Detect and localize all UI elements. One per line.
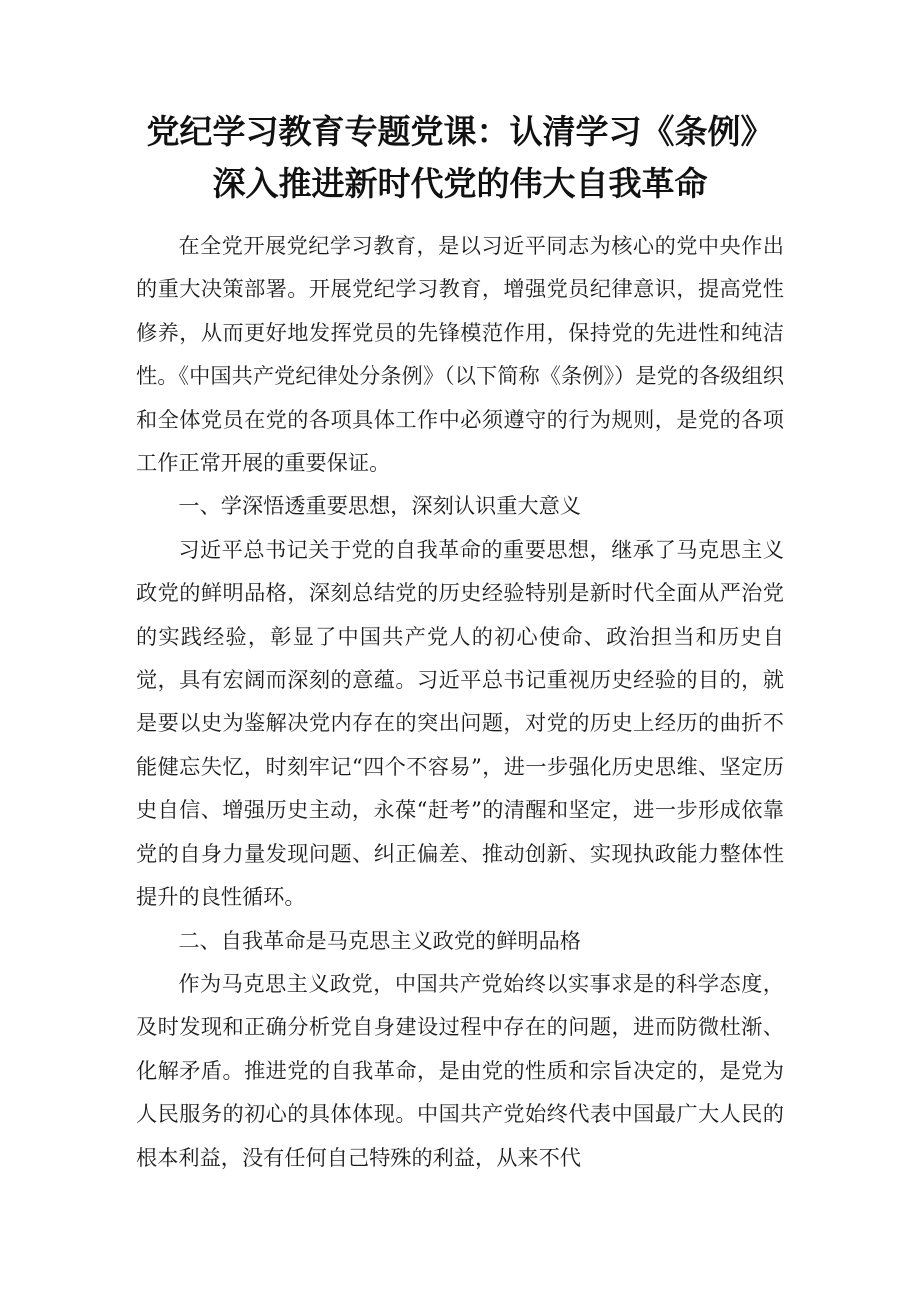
section-heading-1: 一、学深悟透重要思想，深刻认识重大意义 xyxy=(178,493,581,519)
section-2-paragraph: 作为马克思主义政党，中国共产党始终以实事求是的科学态度，及时发现和正确分析党自身建设过程中存在的问题，进而防微杜渐、化解矛盾。推进党的自我革命，是由党的性质和宗旨决定的，是党为人民服务的初心的具体体现。中国共产党始终代表中国最广大人民的根本利益，没有任何自己特殊的利益，从来不代 xyxy=(136,970,784,1170)
section-heading-2: 二、自我革命是马克思主义政党的鲜明品格 xyxy=(178,927,581,953)
section-1-paragraph: 习近平总书记关于党的自我革命的重要思想，继承了马克思主义政党的鲜明品格，深刻总结党的历史经验特别是新时代全面从严治党的实践经验，彰显了中国共产党人的初心使命、政治担当和历史自觉，具有宏阔而深刻的意蕴。习近平总书记重视历史经验的目的，就是要以史为鉴解决党内存在的突出问题，对党的历史上经历的曲折不能健忘失忆，时刻牢记“四个不容易”，进一步强化历史思维、坚定历史自信、增强历史主动，永葆“赶考”的清醒和坚定，进一步形成依靠党的自身力量发现问题、纠正偏差、推动创新、实现执政能力整体性提升的良性循环。 xyxy=(136,536,784,910)
document-title xyxy=(0,106,920,210)
title-line-1: 党纪学习教育专题党课：认清学习《条例》 xyxy=(146,112,774,151)
document-body xyxy=(136,224,784,1179)
title-line-2: 深入推进新时代党的伟大自我革命 xyxy=(212,164,708,203)
intro-paragraph: 在全党开展党纪学习教育，是以习近平同志为核心的党中央作出的重大决策部署。开展党纪学习教育，增强党员纪律意识，提高党性修养，从而更好地发挥党员的先锋模范作用，保持党的先进性和纯洁性。《中国共产党纪律处分条例》（以下简称《条例》）是党的各级组织和全体党员在党的各项具体工作中必须遵守的行为规则，是党的各项工作正常开展的重要保证。 xyxy=(136,233,784,476)
